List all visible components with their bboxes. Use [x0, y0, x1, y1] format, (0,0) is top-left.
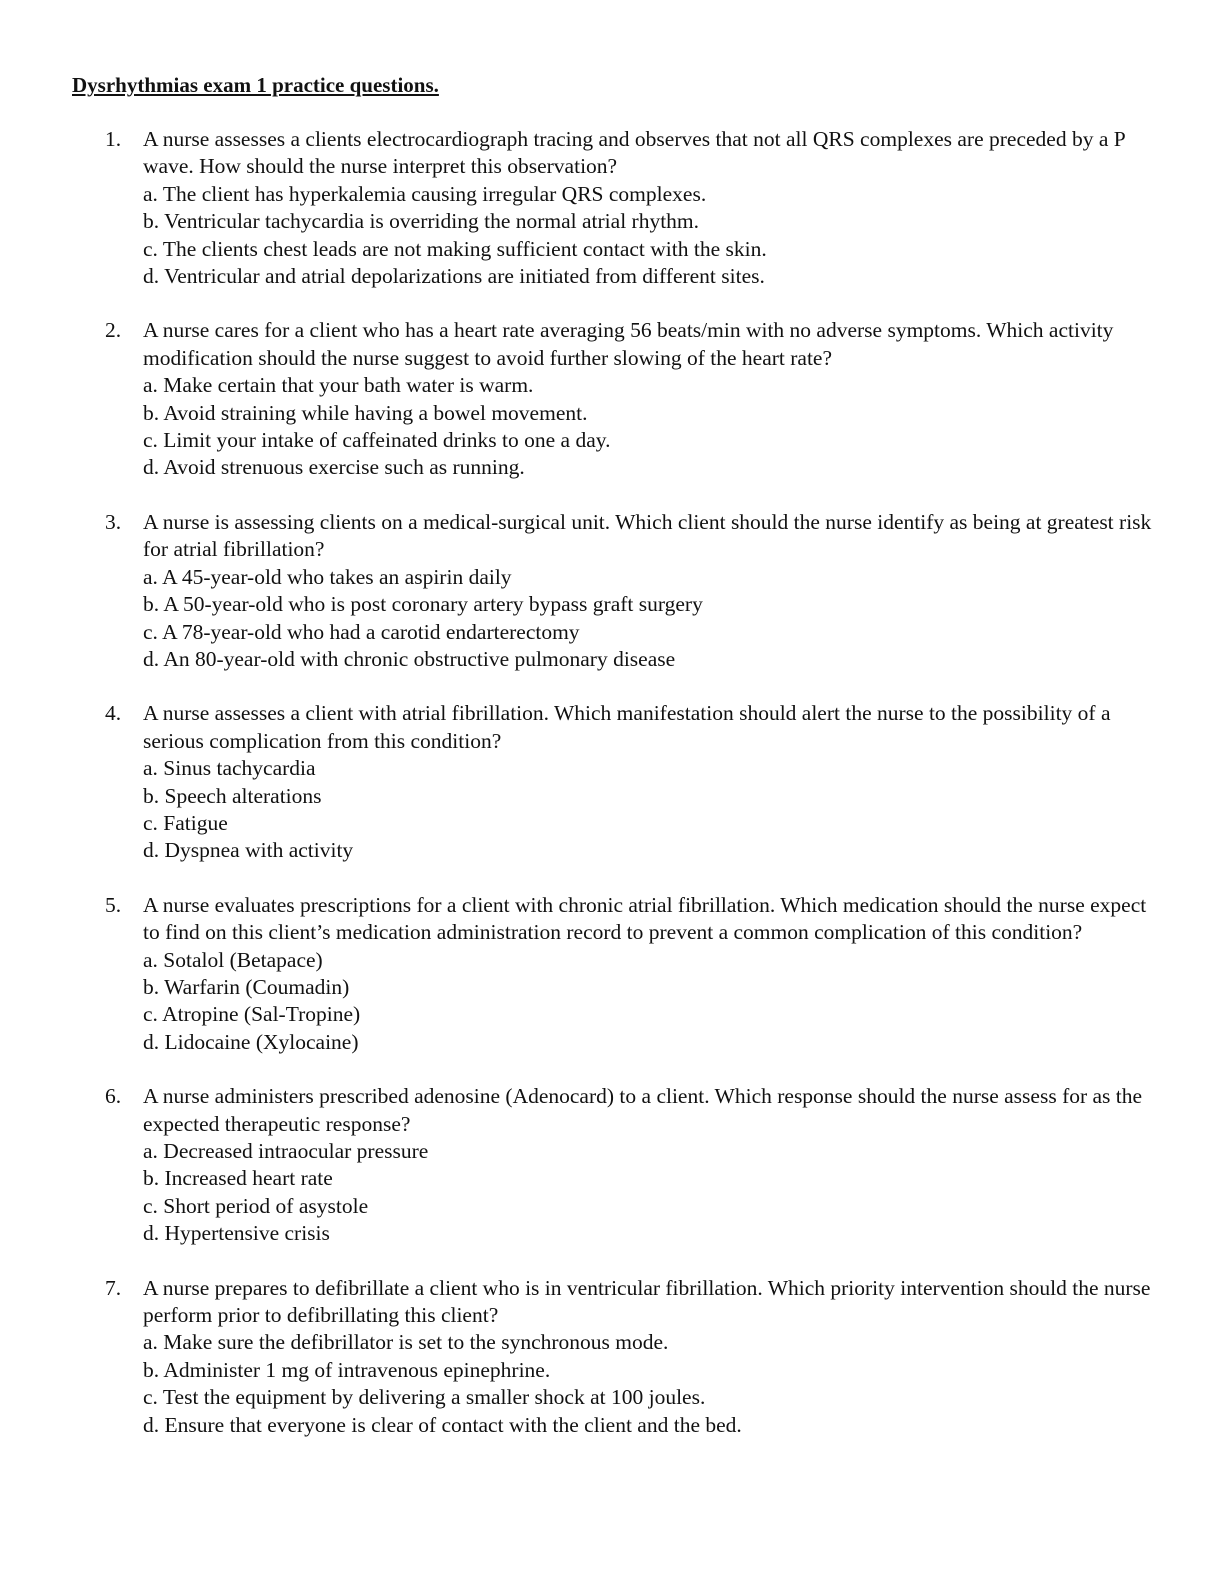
question-body — [143, 892, 1153, 1056]
answer-option: d. Ensure that everyone is clear of contact with the client and the bed. — [143, 1412, 742, 1437]
answer-option: c. Atropine (Sal-Tropine) — [143, 1002, 361, 1027]
answer-option: d. Lidocaine (Xylocaine) — [143, 1029, 359, 1054]
answer-option: d. Hypertensive crisis — [143, 1221, 330, 1246]
question-number: 5. — [105, 892, 122, 917]
answer-option: d. Dyspnea with activity — [143, 838, 354, 863]
answer-option: a. Sotalol (Betapace) — [143, 947, 323, 972]
answer-option: a. Make certain that your bath water is warm. — [143, 373, 534, 398]
answer-option: b. Administer 1 mg of intravenous epinephrine. — [143, 1357, 551, 1382]
answer-option: b. Ventricular tachycardia is overriding the normal atrial rhythm. — [143, 209, 700, 234]
question-item — [0, 892, 1224, 1056]
question-item — [0, 317, 1224, 481]
question-number: 4. — [105, 701, 122, 726]
question-body — [143, 1083, 1153, 1247]
question-number: 2. — [105, 318, 122, 343]
question-stem: A nurse assesses a clients electrocardiograph tracing and observes that not all QRS complexes are preceded by a P wave. How should the nurse interpret this observation? — [143, 127, 1125, 179]
answer-option: a. The client has hyperkalemia causing irregular QRS complexes. — [143, 181, 707, 206]
answer-option: c. The clients chest leads are not making sufficient contact with the skin. — [143, 236, 767, 261]
question-stem: A nurse evaluates prescriptions for a client with chronic atrial fibrillation. Which medication should the nurse expect to find on this client’s medication administration record to prevent a common complication of this condition? — [143, 892, 1147, 945]
question-number: 6. — [105, 1084, 122, 1109]
question-stem: A nurse prepares to defibrillate a client who is in ventricular fibrillation. Which priority intervention should the nurse perform prior to defibrillating this client? — [143, 1275, 1151, 1328]
answer-option: c. Short period of asystole — [143, 1193, 369, 1218]
question-body — [143, 126, 1153, 290]
question-body — [143, 700, 1153, 864]
question-body — [143, 509, 1153, 673]
answer-option: b. Avoid straining while having a bowel movement. — [143, 400, 588, 425]
answer-option: a. Sinus tachycardia — [143, 756, 316, 781]
answer-option: a. A 45-year-old who takes an aspirin daily — [143, 564, 512, 589]
question-number: 3. — [105, 509, 122, 534]
answer-option: a. Decreased intraocular pressure — [143, 1139, 429, 1163]
answer-option: d. An 80-year-old with chronic obstructive pulmonary disease — [143, 646, 676, 671]
question-item — [0, 1083, 1224, 1247]
question-number: 7. — [105, 1275, 122, 1300]
answer-option: b. A 50-year-old who is post coronary artery bypass graft surgery — [143, 592, 703, 617]
answer-option: d. Ventricular and atrial depolarizations are initiated from different sites. — [143, 264, 765, 289]
question-number: 1. — [105, 127, 122, 151]
document-title: Dysrhythmias exam 1 practice questions. — [72, 73, 439, 97]
answer-option: b. Warfarin (Coumadin) — [143, 974, 350, 999]
answer-option: c. Limit your intake of caffeinated drinks to one a day. — [143, 428, 611, 453]
question-stem: A nurse cares for a client who has a heart rate averaging 56 beats/min with no adverse symptoms. Which activity modification should the nurse suggest to avoid further slowing of the heart rate? — [143, 318, 1114, 370]
question-stem: A nurse assesses a client with atrial fibrillation. Which manifestation should alert the nurse to the possibility of a serious complication from this condition? — [143, 701, 1111, 753]
question-list — [0, 126, 1224, 1466]
question-item — [0, 509, 1224, 673]
answer-option: c. Fatigue — [143, 810, 228, 835]
answer-option: c. A 78-year-old who had a carotid endarterectomy — [143, 619, 580, 644]
question-item — [0, 700, 1224, 864]
question-stem: A nurse is assessing clients on a medical-surgical unit. Which client should the nurse identify as being at greatest risk for atrial fibrillation? — [143, 509, 1152, 562]
question-stem: A nurse administers prescribed adenosine (Adenocard) to a client. Which response should the nurse assess for as the expected therapeutic response? — [143, 1084, 1143, 1136]
question-body — [143, 1275, 1153, 1439]
question-body — [143, 317, 1153, 481]
answer-option: c. Test the equipment by delivering a smaller shock at 100 joules. — [143, 1385, 706, 1410]
question-item — [0, 1275, 1224, 1439]
answer-option: b. Increased heart rate — [143, 1166, 333, 1191]
answer-option: d. Avoid strenuous exercise such as running. — [143, 455, 525, 480]
answer-option: b. Speech alterations — [143, 783, 322, 808]
answer-option: a. Make sure the defibrillator is set to the synchronous mode. — [143, 1330, 669, 1355]
question-item — [0, 126, 1224, 290]
